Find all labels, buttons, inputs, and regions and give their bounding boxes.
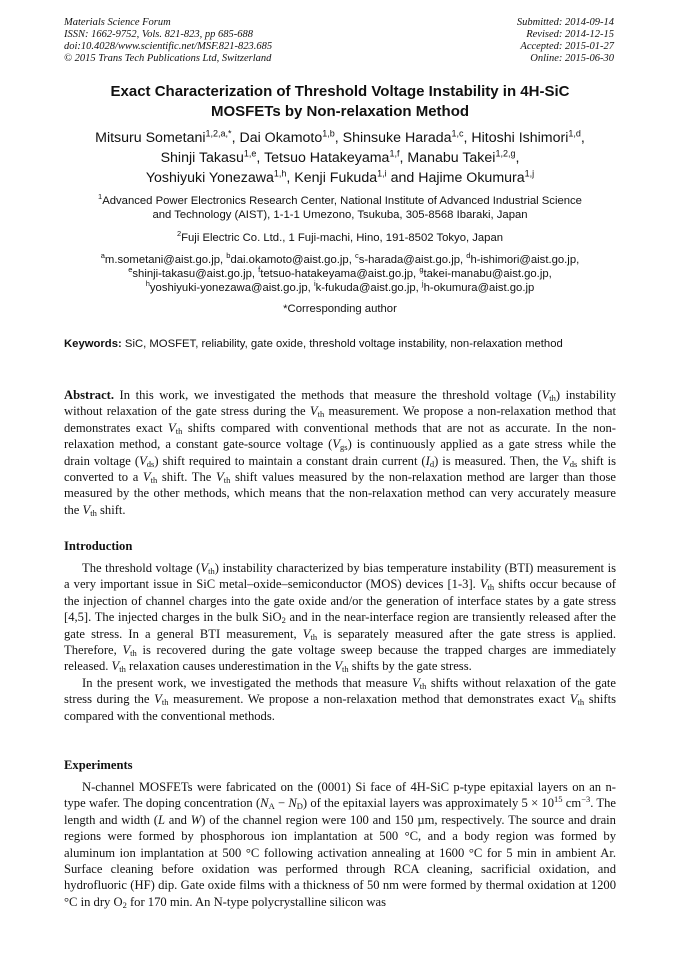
symbol: V — [332, 437, 341, 452]
abstract-text: shifts compared with conventional methods that are not as accurate. In the non-relaxation method, a constant gate-source voltage ( — [64, 420, 616, 452]
symbol: V — [168, 420, 176, 435]
subscript: ds — [146, 458, 155, 469]
author-line-2: Shinji Takasu$^{1,e}$, Tetsuo Hatakeyama$^{1,f}$, Manabu Takei$^{1,2,g}$, — [160, 148, 520, 166]
keywords-label: Keywords: — [64, 338, 122, 350]
abstract-text: shift is converted to a — [64, 453, 617, 485]
email-mark: c — [354, 251, 359, 261]
affiliation-mark: 1 — [98, 192, 103, 202]
subscript: th — [119, 664, 126, 675]
corresponding-author-note: *Corresponding author — [283, 303, 397, 315]
body-text: shifts compared with the conventional methods. — [64, 692, 616, 723]
symbol: L — [157, 812, 165, 827]
experiments-heading: Experiments — [64, 758, 133, 772]
symbol: N — [260, 796, 269, 811]
affiliation-mark: 2 — [176, 229, 182, 239]
subscript: th — [342, 664, 349, 675]
journal-copyright: © 2015 Trans Tech Publications Ltd, Switzerland — [64, 53, 272, 64]
affiliation-2-text: Fuji Electric Co. Ltd., 1 Fuji-machi, Hino, 191-8502 Tokyo, Japan — [181, 232, 504, 244]
symbol: V — [216, 470, 224, 485]
subscript: th — [549, 393, 556, 403]
date-submitted: Submitted: 2014-09-14 — [516, 17, 614, 28]
superscript: −3 — [581, 794, 591, 805]
abstract-text: measurement. We propose a non-relaxation method that demonstrates exact — [64, 404, 617, 435]
author-affil-mark: 1,e — [243, 148, 257, 159]
author-line-1: Mitsuru Sometani$^{1,2,a,*}$, Dai Okamoto$^{1,b}$, Shinsuke Harada$^{1,c}$, Hitoshi Ishimori$^{1,d}$, — [95, 128, 585, 146]
body-text: ) of the channel region were 100 and 150 µm, respectively. The source and drain regions were formed by phosphorous ion implantation at 500 °C, and a body region was formed by aluminum ion implantation at 500 °C following activation annealing at 1600 °C for 5 min in ambient Ar. Surface cleaning before oxidation was performed through RCA cleaning, sacrificial oxidation, and hydrofluoric (HF) dip. Gate oxide films with a thickness of 50 nm were formed by thermal oxidation at 1200 °C in dry O — [64, 812, 616, 909]
symbol: V — [302, 626, 311, 641]
symbol: V — [200, 561, 209, 575]
author-affil-mark: 1,j — [524, 168, 535, 179]
subscript: th — [317, 409, 325, 420]
subscript: th — [223, 475, 231, 486]
subscript: ds — [569, 458, 578, 469]
symbol: V — [122, 643, 131, 658]
abstract-text: shift values measured by the non-relaxation method are larger than those measured by the other methods, which means that the non-relaxation method can very accurately measure the — [64, 470, 616, 517]
symbol: V — [82, 502, 91, 517]
author-affil-mark: 1,f — [389, 148, 400, 159]
subscript: th — [130, 648, 137, 659]
publication-dates — [517, 17, 614, 65]
body-text: for 170 min. An N-type polycrystalline silicon was — [126, 894, 386, 909]
experiments-paragraph-1 — [64, 779, 616, 910]
journal-name: Materials Science Forum — [64, 17, 171, 28]
abstract-text: ) is continuously applied as a gate stress while the drain voltage ( — [64, 437, 616, 468]
author-name: Shinji Takasu — [160, 150, 244, 166]
symbol: V — [309, 404, 318, 419]
body-text: In the present work, we investigated the methods that measure — [82, 675, 413, 690]
subscript: 2 — [281, 615, 286, 626]
date-accepted: Accepted: 2015-01-27 — [520, 41, 614, 52]
abstract-text: shift. — [96, 502, 126, 517]
author-name: Manabu Takei — [407, 150, 496, 166]
abstract-text: shift. The — [157, 470, 217, 485]
subscript: d — [429, 458, 435, 469]
subscript: th — [150, 475, 158, 486]
email-mark: b — [226, 251, 231, 261]
body-text: measurement. We propose a non-relaxation method that demonstrates exact — [168, 692, 570, 707]
email-mark: f — [258, 265, 261, 275]
affiliation-1-line-2: and Technology (AIST), 1-1-1 Umezono, Tsukuba, 305-8568 Ibaraki, Japan — [152, 209, 528, 221]
superscript: 15 — [554, 794, 563, 805]
email-mark: a — [100, 251, 105, 261]
symbol: V — [142, 470, 151, 485]
email-list: $^a$m.sometani@aist.go.jp, $^b$dai.okamoto@aist.go.jp, $^c$s-harada@aist.go.jp, $^d$h-ishimori@aist.go.jp, $^e$shinji-takasu@aist.go.jp, $^f$tetsuo-hatakeyama@aist.go.jp, $^g$takei-manabu@aist.go.jp, $^h$yoshiyuki-yonezawa@aist.go.jp, $^i$k-fukuda@aist.go.jp, $^j$h-okumura@aist.go.jp — [100, 251, 580, 294]
author-list — [60, 128, 620, 188]
author-name: Tetsuo Hatakeyama — [264, 150, 390, 166]
author-name: Dai Okamoto — [239, 130, 323, 146]
symbol: N — [288, 796, 297, 811]
keywords-text: SiC, MOSFET, reliability, gate oxide, threshold voltage instability, non-relaxation method — [124, 338, 563, 350]
introduction-paragraph-1 — [64, 560, 616, 675]
body-text: ) instability characterized by bias temperature instability (BTI) measurement is a very important issue in SiC metal–oxide–semiconductor (MOS) devices [1-3]. — [64, 561, 616, 592]
email-mark: d — [466, 251, 471, 261]
author-name: Hajime Okumura — [418, 170, 525, 186]
body-text: shifts by the gate stress. — [348, 659, 472, 674]
symbol: V — [562, 453, 570, 468]
symbol: I — [425, 453, 430, 468]
paper-title — [64, 82, 616, 122]
author-affil-mark: 1,2,g — [495, 148, 516, 159]
symbol: V — [334, 659, 343, 674]
email-address[interactable]: dai.okamoto@aist.go.jp — [230, 254, 349, 266]
affiliation-2 — [64, 231, 616, 245]
email-address[interactable]: s-harada@aist.go.jp — [358, 254, 460, 266]
introduction-heading: Introduction — [64, 539, 133, 553]
email-address[interactable]: yoshiyuki-yonezawa@aist.go.jp — [149, 282, 308, 294]
subscript: th — [161, 697, 169, 708]
email-mark: h — [145, 279, 150, 289]
body-text: is separately measured after the gate stress is applied. Therefore, — [64, 626, 616, 658]
author-affil-mark: 1,c — [451, 128, 464, 139]
body-text: . The length and width ( — [64, 796, 616, 827]
abstract-text: ) shift required to maintain a constant drain current ( — [154, 453, 426, 468]
email-mark: i — [313, 279, 316, 289]
authors-and: and — [390, 170, 415, 186]
body-text: and in the near-interface region are transiently released after the gate stress. In a general BTI measurement, — [64, 610, 616, 641]
symbol: V — [412, 675, 420, 690]
abstract-text: In this work, we investigated the methods that measure the threshold voltage ( — [119, 388, 542, 402]
journal-issn: ISSN: 1662-9752, Vols. 821-823, pp 685-688 — [64, 29, 253, 40]
author-line-3: Yoshiyuki Yonezawa$^{1,h}$, Kenji Fukuda$^{1,i}$ and Hajime Okumura$^{1,j}$ — [145, 168, 535, 186]
symbol: V — [569, 692, 578, 707]
author-name: Yoshiyuki Yonezawa — [145, 170, 274, 186]
journal-doi[interactable]: doi:10.4028/www.scientific.net/MSF.821-823.685 — [64, 41, 273, 52]
symbol: V — [154, 692, 162, 707]
author-name: Hitoshi Ishimori — [471, 130, 569, 146]
email-address[interactable]: tetsuo-hatakeyama@aist.go.jp — [260, 268, 414, 280]
email-address[interactable]: shinji-takasu@aist.go.jp — [132, 268, 252, 280]
subscript: th — [90, 507, 97, 518]
email-address[interactable]: takei-manabu@aist.go.jp — [423, 268, 549, 280]
symbol: V — [479, 577, 488, 592]
author-affil-mark: 1,h — [273, 168, 287, 179]
author-name: Kenji Fukuda — [294, 170, 378, 186]
abstract — [64, 387, 616, 518]
email-address[interactable]: k-fukuda@aist.go.jp — [315, 282, 416, 294]
abstract-label: Abstract. — [64, 388, 115, 402]
subscript: 2 — [122, 899, 127, 910]
experiments-body — [64, 779, 616, 910]
subscript: th — [208, 566, 215, 576]
author-name: Mitsuru Sometani — [95, 130, 206, 146]
subscript: th — [487, 582, 495, 593]
body-text: ) of the epitaxial layers was approximately 5 × 10 — [302, 796, 555, 811]
author-affil-mark: 1,d — [568, 128, 581, 139]
symbol: V — [541, 388, 550, 402]
keywords — [64, 338, 616, 351]
author-affil-mark: 1,2,a,* — [205, 128, 232, 139]
introduction-paragraph-2 — [64, 675, 616, 724]
subscript: th — [577, 697, 585, 708]
body-text: N-channel MOSFETs were fabricated on the (0001) Si face of 4H-SiC p-type epitaxial layers on an n-type wafer. The doping concentration ( — [64, 780, 616, 811]
journal-info — [64, 17, 272, 65]
email-mark: g — [419, 265, 424, 275]
subscript: th — [310, 631, 318, 642]
body-text: − — [274, 796, 289, 811]
introduction-body — [64, 560, 616, 724]
body-text: The threshold voltage ( — [82, 561, 201, 575]
abstract-text: ) instability without relaxation of the gate stress during the — [64, 388, 616, 419]
body-text: cm — [562, 796, 582, 811]
subscript: th — [175, 425, 183, 436]
symbol: W — [190, 812, 202, 827]
author-affil-mark: 1,i — [377, 168, 387, 179]
date-online: Online: 2015-06-30 — [530, 53, 614, 64]
email-address[interactable]: m.sometani@aist.go.jp — [104, 254, 220, 266]
email-mark: j — [421, 279, 424, 289]
date-revised: Revised: 2014-12-15 — [526, 29, 614, 40]
symbol: V — [111, 659, 120, 674]
subscript: D — [296, 801, 303, 812]
body-text: relaxation causes underestimation in the — [125, 659, 335, 674]
affiliation-1 — [64, 194, 616, 222]
author-affil-mark: 1,b — [322, 128, 335, 139]
subscript: gs — [340, 442, 348, 453]
email-mark: e — [128, 265, 133, 275]
email-address[interactable]: h-okumura@aist.go.jp — [423, 282, 535, 294]
body-text: is recovered during the gate voltage sweep because the trapped charges are immediately released. — [64, 643, 616, 674]
subscript: A — [268, 801, 275, 812]
email-address[interactable]: h-ishimori@aist.go.jp — [470, 254, 577, 266]
subscript: th — [419, 680, 427, 691]
symbol: V — [139, 453, 147, 468]
body-text: shifts occur because of the injection of channel charges into the gate oxide and/or the generation of interface states by a gate stress [4,5]. The injected charges in the bulk SiO — [64, 577, 616, 625]
body-text: and — [164, 812, 191, 827]
body-text: shifts without relaxation of the gate stress during the — [64, 675, 616, 707]
title-line-1: Exact Characterization of Threshold Voltage Instability in 4H-SiC — [110, 83, 570, 100]
author-name: Shinsuke Harada — [342, 130, 452, 146]
title-line-2: MOSFETs by Non-relaxation Method — [210, 103, 470, 120]
affiliation-1-line-1: Advanced Power Electronics Research Center, National Institute of Advanced Industrial Science — [102, 195, 582, 207]
abstract-text: ) is measured. Then, the — [434, 453, 563, 468]
